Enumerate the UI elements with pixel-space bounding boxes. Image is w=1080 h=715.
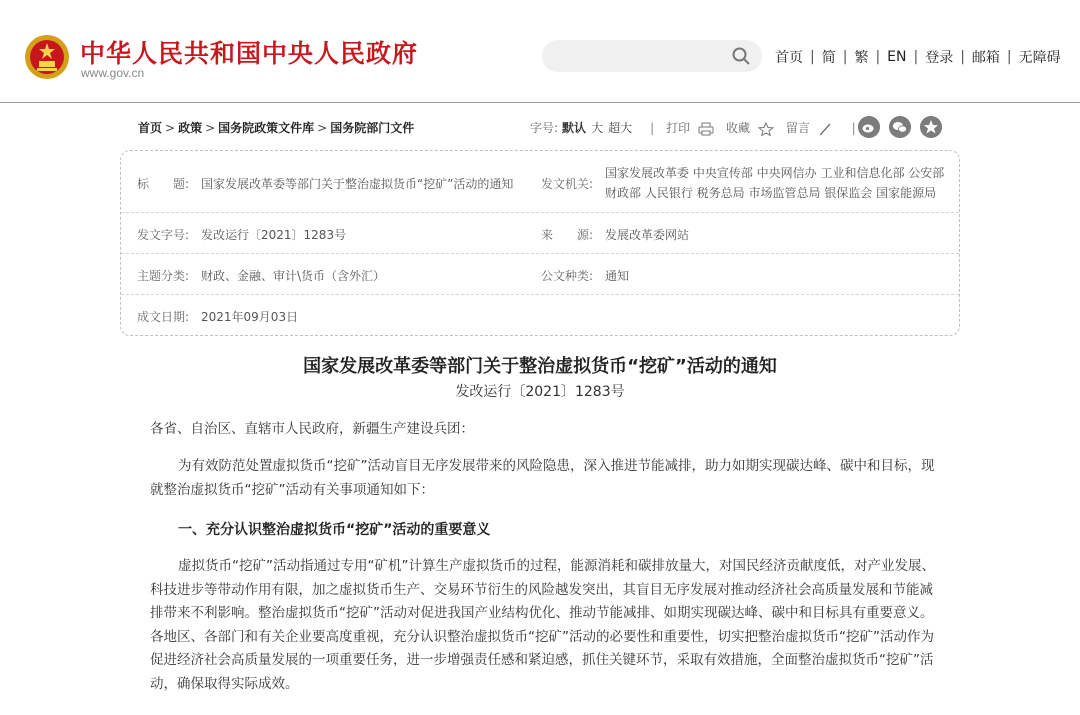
nav-accessibility[interactable]: 无障碍 [1018,50,1061,66]
pencil-icon [818,122,834,136]
document-info-box [120,150,960,336]
search-input[interactable] [558,40,728,72]
nav-separator: | [1006,49,1012,65]
national-emblem-icon[interactable] [24,34,70,80]
font-size-label: 字号: [530,121,559,135]
breadcrumb-dept-docs[interactable]: 国务院部门文件 [330,121,415,135]
nav-separator: | [810,49,815,65]
title-label: 标 题: [137,177,190,191]
nav-home[interactable]: 首页 [775,50,803,66]
section-heading: 一、充分认识整治虚拟货币“挖矿”活动的重要意义 [178,522,491,538]
tools-divider: | [650,120,655,135]
doctype-label: 公文种类: [541,269,594,283]
article-title: 国家发展改革委等部门关于整治虚拟货币“挖矿”活动的通知 [303,356,777,377]
topic-label: 主题分类: [137,269,190,283]
issuer-label: 发文机关: [541,177,594,191]
nav-english[interactable]: EN [887,49,907,65]
site-header [0,0,1080,103]
nav-simplified[interactable]: 简 [821,50,836,66]
nav-mail[interactable]: 邮箱 [971,50,1000,66]
info-row-date [121,295,959,335]
comment-button[interactable] [786,119,834,136]
breadcrumb-home[interactable]: 首页 [138,121,163,135]
search-box[interactable] [542,40,762,72]
print-label: 打印 [666,121,691,135]
docno-label: 发文字号: [137,228,190,242]
breadcrumb-separator: > [205,121,216,135]
source-label: 来 源: [541,228,594,242]
nav-separator: | [960,49,965,65]
info-row-docno [121,213,959,254]
breadcrumb-policy-library[interactable]: 国务院政策文件库 [218,121,315,135]
article-salutation: 各省、自治区、直辖市人民政府，新疆生产建设兵团： [150,421,474,437]
qzone-icon[interactable] [920,116,942,138]
nav-separator: | [875,49,881,65]
section-body: 虚拟货币“挖矿”活动指通过专用“矿机”计算生产虚拟货币的过程，能源消耗和碳排放量大，对国民经济贡献度低，对产业发展、科技进步等带动作用有限，加之虚拟货币生产、交易环节衍生的风险越发突出，其盲目无序发展对推动经济社会高质量发展和节能减排带来不利影响。整治虚拟货币“挖矿”活动对促进我国产业结构优化、推动节能减排、如期实现碳达峰、碳中和目标具有重要意义。各地区、各部门和有关企业要高度重视，充分认识整治虚拟货币“挖矿”活动的必要性和重要性，切实把整治虚拟货币“挖矿”活动作为促进经济社会高质量发展的一项重要任务，进一步增强责任感和紧迫感，抓住关键环节，采取有效措施，全面整治虚拟货币“挖矿”活动，确保取得实际成效。 [150,558,935,692]
star-icon [758,122,774,136]
date-label: 成文日期: [137,310,190,324]
font-size-default[interactable]: 默认 [562,121,587,135]
docno-value: 发改运行〔2021〕1283号 [201,228,347,242]
issuer-value-line1: 国家发展改革委 中央宣传部 中央网信办 工业和信息化部 公安部 [605,166,945,180]
doctype-value: 通知 [605,269,630,283]
article-docno: 发改运行〔2021〕1283号 [455,384,625,400]
breadcrumb-separator: > [317,121,328,135]
font-size-xlarge[interactable]: 超大 [608,121,633,135]
nav-separator: | [842,49,848,65]
breadcrumb-policy[interactable]: 政策 [178,121,203,135]
top-nav [775,47,1061,67]
info-row-title [121,151,959,213]
article-intro: 为有效防范处置虚拟货币“挖矿”活动盲目无序发展带来的风险隐患，深入推进节能减排，助力如期实现碳达峰、碳中和目标，现就整治虚拟货币“挖矿”活动有关事项通知如下： [150,458,935,498]
date-value: 2021年09月03日 [201,310,299,324]
favorite-label: 收藏 [725,121,750,135]
wechat-icon[interactable] [889,116,911,138]
article-tools [530,119,868,136]
site-url[interactable]: www.gov.cn [81,66,145,80]
info-row-topic [121,254,959,295]
issuer-value-line2: 财政部 人民银行 税务总局 市场监管总局 银保监会 国家能源局 [605,186,937,200]
nav-traditional[interactable]: 繁 [854,50,869,66]
source-value: 发展改革委网站 [605,228,690,242]
title-value: 国家发展改革委等部门关于整治虚拟货币“挖矿”活动的通知 [201,177,514,191]
tools-divider: | [851,120,856,135]
nav-login[interactable]: 登录 [925,50,954,66]
comment-label: 留言 [785,121,810,135]
weibo-icon[interactable] [858,116,880,138]
nav-separator: | [913,49,919,65]
printer-icon [698,122,714,136]
breadcrumb-separator: > [165,121,176,135]
favorite-button[interactable] [726,119,774,136]
topic-value: 财政、金融、审计\货币（含外汇） [201,269,386,283]
font-size-large[interactable]: 大 [591,121,604,135]
site-name[interactable]: 中华人民共和国中央人民政府 [80,39,419,68]
print-button[interactable] [666,119,714,136]
search-icon[interactable] [732,47,750,65]
breadcrumb [138,119,414,136]
